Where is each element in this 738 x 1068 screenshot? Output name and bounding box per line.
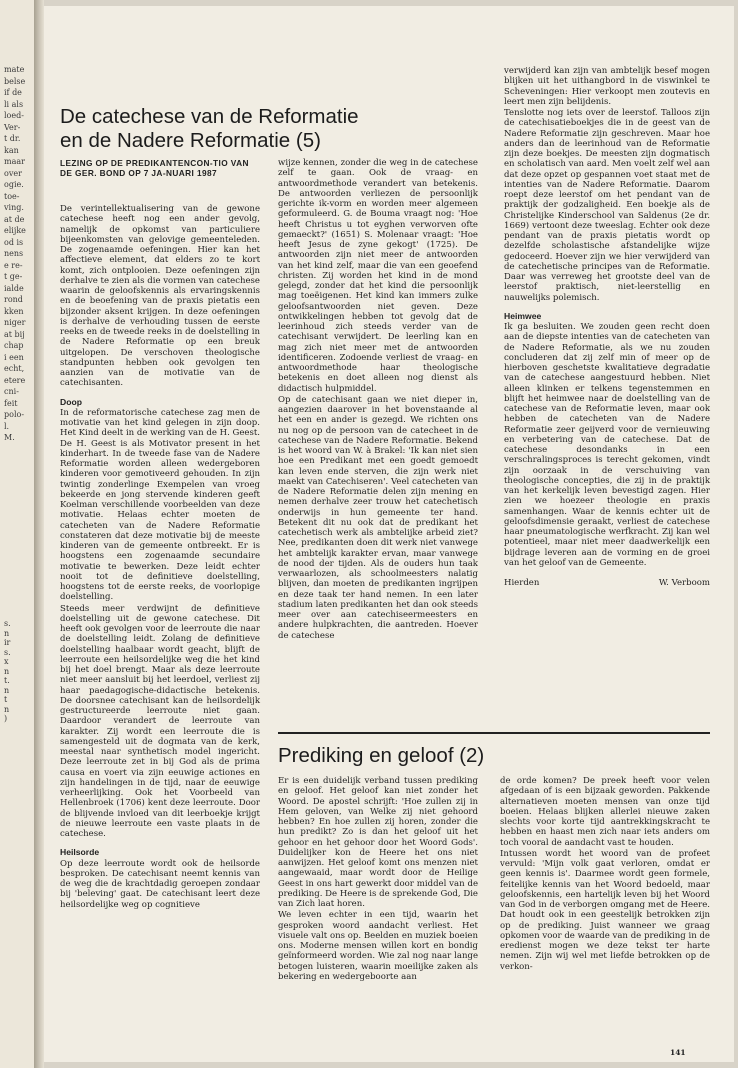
margin-fragment: n (4, 704, 10, 714)
margin-fragment: t (4, 695, 8, 704)
margin-fragment: n (4, 666, 10, 676)
paragraph: We leven echter in een tijd, waarin het gesproken woord aandacht verliest. Het visuele valt ons op. Beelden en muziek boeien ons. Moderne mensen willen kort en bondig geïnformeerd worden. Wie zal nog naar lange betogen luisteren, waarin moeilijke zaken als bekering en wedergeboorte aan (278, 910, 478, 982)
paragraph: Op deze leerroute wordt ook de heilsorde besproken. De catechisant neemt kennis van de weg die de krachtdadig geroepen zondaar bij 'beleving' gaat. De catechisant leert deze heilsordelijke weg op cognitieve (60, 858, 260, 910)
article-subtitle: LEZING OP DE PREDIKANTENCON-TIO VAN DE GER. BOND OP 7 JA-NUARI 1987 (60, 158, 249, 179)
section-heading-doop: Doop (60, 396, 82, 407)
margin-fragment: mate (4, 65, 25, 74)
paragraph: In de reformatorische catechese zag men de motivatie van het kind gelegen in zijn doop. Het Kind deelt in de werking van de H. Geest. De H. Geest is als Motivator present in het kinderhart. In de tweede fase van de Nadere Reformatie worden alleen wedergeboren kinderen voor gemotiveerd gehouden. In zijn twintig zonderlinge Exempelen van vroeg bekeerde en jong stervende kinderen geeft Koelman verschillende voorbeelden van deze motivatie. Helaas echter moeten de catecheten van de Nadere Reformatie constateren dat deze motivatie bij de meeste kinderen van de gemeente ontbreekt. Er is hoogstens een zogenaamde secundaire motivatie te bewerken. Deze leidt echter nooit tot de definitieve doelstelling, hoogstens tot de eerste reeks, de voorlopige doelstelling. (60, 407, 260, 603)
margin-fragment: cni- (4, 387, 19, 396)
paragraph: Steeds meer verdwijnt de definitieve doelstelling uit de gewone catechese. Dit heeft ook gevolgen voor de leerroute die naar de doelstelling leidt. Zolang de definitieve doelstelling haalbaar wordt geacht, blijft de leerroute een heilsordelijke weg die het kind bij het doel brengt. Maar als deze leerroute niet meer aansluit bij het leerdoel, verliest zij haar paedagogische-didactische betekenis. De doorsnee catechisant kan de heilsordelijk gestructureerde leerroute niet gaan. Daardoor verandert de leerroute van karakter. Zij wordt een leerroute die is samengesteld uit de dogmata van de kerk, meestal naar synthetisch model ingericht. Deze leerroute zet in bij God als de prima causa en voert via zijn eeuwige actiones en zijn handelingen in de tijd, naar de eeuwige verheerlijking. Ook het Voorbeeld van Hellenbroek (1706) kent deze leerroute. Door de blijvende invloed van dit leerboekje krijgt de nieuwe leerroute een vaste plaats in de catechese. (60, 603, 260, 839)
paragraph: verwijderd kan zijn van ambtelijk besef mogen blijken uit het uithangbord in de viswinkel te Scheveningen: Hier verkoopt men zoutevis en leert men zijn belijdenis. (504, 66, 710, 107)
section-heading-heimwee: Heimwee (504, 310, 542, 321)
section-heading-heilsorde: Heilsorde (60, 847, 100, 858)
margin-fragment: rond (4, 295, 23, 304)
margin-fragment: t. (4, 676, 10, 685)
article-2-title: Prediking en geloof (2) (278, 744, 485, 767)
article-2-column-1 (278, 776, 478, 983)
margin-fragment: toe- (4, 191, 20, 201)
margin-fragment: ving. (4, 203, 24, 212)
margin-fragment: e re- (4, 260, 23, 270)
margin-fragment: M. (4, 433, 15, 442)
margin-fragment: ir (4, 638, 11, 647)
paragraph: Er is een duidelijk verband tussen prediking en geloof. Het geloof kan niet zonder het Woord. De apostel schrijft: 'Hoe zullen zij in Hem geloven, van Welke zij niet gehoord hebben? En hoe zullen zij horen, zonder die hun predikt? Zo is dan het geloof uit het gehoor en het gehoor door het Woord Gods'. Duidelijker kon de Heere het ons niet aanwijzen. Het geloof komt ons menzen niet aangewaaid, maar wordt door de Heilige Geest in ons hart gewerkt door middel van de prediking. De Heere is de sprekende God, Die van Zich laat horen. (278, 776, 478, 909)
paragraph: Intussen wordt het woord van de profeet vervuld: 'Mijn volk gaat verloren, omdat er geen kennis is'. Daarmee wordt geen formele, feitelijke kennis van het Woord bedoeld, maar geloofskennis, een hartelijk leven bij het Woord van God in de verborgen omgang met de Heere. Dat houdt ook in een geestelijk betrokken zijn op de prediking. Juist wanneer we graag opkomen voor de waarde van de prediking in de eredienst mogen we deze tekst ter harte nemen. Zijn wij wel met liefde betrokken op de verkon- (500, 848, 710, 972)
section-divider (278, 732, 710, 734)
margin-fragment: etere (4, 375, 26, 385)
margin-fragment: ialde (4, 283, 24, 293)
paragraph: De verintellektualisering van de gewone catechese heeft nog een ander gevolg, namelijk de opkomst van particuliere bijeenkomsten van gelovige gemeenteleden. De zogenaamde oefeningen. Hier kan het affectieve element, dat elders zo te kort komt, zich ontplooien. Deze oefeningen zijn derhalve te zien als die vormen van catechese waarin de geloofskennis als ervaringskennis en de beoefening van de praxis pietatis een bijzonder aksent krijgen. In deze oefeningen is derhalve de verhouding tussen de eerste reeks en de tweede reeks in de doelstelling in de Nadere Reformatie op een breuk uitgelopen. De verschoven theologische standpunten hebben ook gevolgen ten aanzien van de motivatie van de catechisanten. (60, 204, 260, 389)
margin-fragment: x (4, 657, 9, 666)
margin-fragment: nens (4, 249, 24, 258)
article-2-column-2 (500, 776, 710, 973)
article-title-line-2: en de Nadere Reformatie (5) (60, 129, 321, 152)
margin-fragment: loed- (4, 111, 24, 120)
margin-fragment: l. (4, 421, 10, 431)
margin-fragment: od is (4, 237, 24, 247)
signature (504, 578, 710, 588)
article-title-line-1: De catechese van de Reformatie (60, 105, 359, 128)
margin-fragment: at bij (4, 329, 25, 339)
book-gutter (34, 0, 44, 1068)
paragraph: Tenslotte nog iets over de leerstof. Talloos zijn de catechisatieboekjes die in de geest van de Nadere Reformatie zijn geschreven. Maar hoe anders dan de leerinhoud van de Reformatie zijn deze boekjes. De meesten zijn dogmatisch en scholatisch van aard. Men voelt zelf wel aan dat deze opzet op gespannen voet staat met de intenties van de Nadere Reformatie. Daarom roept deze leerstof om het pendant van de praktijk der godzaligheid. Een boekje als de Christelijke Kinderschool van Saldenus (2e dr. 1669) vertoont deze tweeslag. Echter ook deze pendant van de praxis pietatis wordt op dezelfde scholastische afstandelijke wijze gedoceerd. Hoever zijn we hier verwijderd van de catechetische principes van de Reformatie. Daar was verreweg het grootste deel van de leerstof praktisch, niet-leerstellig en nauwelijks polemisch. (504, 108, 710, 303)
margin-fragment: n (4, 628, 10, 638)
article-column-3 (504, 66, 710, 588)
margin-fragment: li als (4, 99, 24, 109)
paragraph: Ik ga besluiten. We zouden geen recht doen aan de diepste intenties van de catecheten van de Nadere Reformatie, als we nu zouden concluderen dat zij zelf min of meer op de hierboven geschetste kwalitatieve degradatie van de catechese aangestuurd hebben. Niet alleen klinken er telkens tegenstemmen en blijft het heimwee naar de doelstelling van de catechese van de Reformatie leven, maar ook hebben de catecheten van de Nadere Reformatie zeer geijverd voor de vernieuwing en verbetering van de catechese. Dat de catechese desondanks in een verschralingsproces is terecht gekomen, vindt zijn oorzaak in de verschuiving van theologische concepties, die zij in de praktijk van het kerkelijk leven bevestigd zagen. Hier zien we hoezeer theologie en praxis samenhangen. Waar de kennis echter uit de geloofsdimensie geraakt, verliest de catechese haar pneumatologische werfkracht. Zij kan wel potentieel, maar niet meer daadwerkelijk een bijdrage leveren aan de vorming en de groei van het geloof van de Gemeente. (504, 322, 710, 568)
margin-fragment: t ge- (4, 272, 23, 281)
margin-fragment: n (4, 685, 10, 695)
margin-fragment: ogie. (4, 180, 24, 189)
margin-fragment: belse (4, 76, 26, 86)
margin-fragment: feit (4, 398, 18, 408)
margin-fragment: ) (4, 714, 8, 723)
signature-author: W. Verboom (658, 578, 710, 588)
margin-fragment: elijke (4, 226, 26, 235)
margin-fragment: if de (4, 88, 22, 97)
margin-fragment: niger (4, 318, 26, 327)
margin-fragment: Ver- (4, 122, 21, 132)
margin-fragment: echt, (4, 364, 25, 373)
margin-fragment: s. (4, 647, 11, 657)
paragraph: de orde komen? De preek heeft voor velen afgedaan of is een bijzaak geworden. Pakkende alternatieven moeten mensen van onze tijd boeien. Helaas blijken allerlei nieuwe zaken slechts voor korte tijd aantrekkingskracht te hebben en haast men zich naar iets anders om toch vooral de aandacht vast te houden. (500, 776, 710, 848)
margin-fragment: s. (4, 619, 11, 628)
paragraph: Op de catechisant gaan we niet dieper in, aangezien daarover in het bovenstaande al het een en ander is gezegd. We richten ons nu nog op de persoon van de catecheet in de catechese van de Nadere Reformatie. Bekend is het woord van W. à Brakel: 'Ik kan niet sien hoe een Predikant met een goedt gemoedt kan leven ende sterven, die zijn werk niet maekt van Catechiseren'. Veel catecheten van de Nadere Reformatie delen zijn mening en nemen derhalve zeer trouw het catechetisch onderwijs in hun gemeente ter hand. Betekent dit nu ook dat de predikant het catechetisch werk als ambtelijke arbeid ziet? Nee, predikanten doen dit werk niet vanwege het ambtelijk karakter ervan, maar vanwege de nood der tijden. Als de ouders hun taak verwaarlozen, als schoolmeesters nalatig blijven, dan moeten de predikanten ingrijpen en deze taak ter hand nemen. In een later stadium laten predikanten het dan ook steeds meer over aan catechiseermeesters en andere hulpkrachten, die aantreden. Hoever de catechese (278, 394, 478, 641)
margin-fragment: maar (4, 157, 25, 166)
article-column-2 (278, 158, 478, 642)
page-number: 141 (670, 1048, 686, 1057)
margin-fragment: chap (4, 341, 24, 350)
previous-page-margin (0, 0, 34, 1068)
signature-place: Hierden (504, 578, 540, 588)
article-title (60, 105, 500, 153)
paragraph: wijze kennen, zonder die weg in de catechese zelf te gaan. Ook de vraag- en antwoordmethode verandert van betekenis. De antwoorden verliezen de persoonlijk gerichte ik-vorm en worden meer algemeen geformuleerd. G. de Bouma vraagt nog: 'Hoe heeft Christus u tot eyghen verworven ofte gemaeckt?' (1651) S. Molenaar vraagt: 'Hoe heeft Jesus de zyne gekogt' (1725). De antwoorden zijn niet meer de antwoorden van het kind zelf, maar die van een geoefend christen. Zij worden het kind in de mond gelegd, zonder dat het kind die persoonlijk mag toeëigenen. Het kind kan immers zulke geloofsantwoorden niet geven. Deze ontwikkelingen hebben tot gevolg dat de leerinhoud zich steeds verder van de catechisant verwijdert. De leerling kan en mag zich niet meer met de antwoorden identificeren. Zodoende verliest de vraag- en antwoordmethode haar theologische betekenis en doet alleen nog dienst als didactisch hulpmiddel. (278, 158, 478, 394)
margin-fragment: polo- (4, 410, 25, 419)
article-column-1 (60, 204, 260, 911)
margin-fragment: kken (4, 306, 24, 316)
margin-fragment: at de (4, 214, 25, 224)
margin-fragment: kan (4, 145, 19, 155)
margin-fragment: i een (4, 352, 24, 362)
margin-fragment: t dr. (4, 134, 21, 143)
margin-fragment: over (4, 168, 22, 178)
